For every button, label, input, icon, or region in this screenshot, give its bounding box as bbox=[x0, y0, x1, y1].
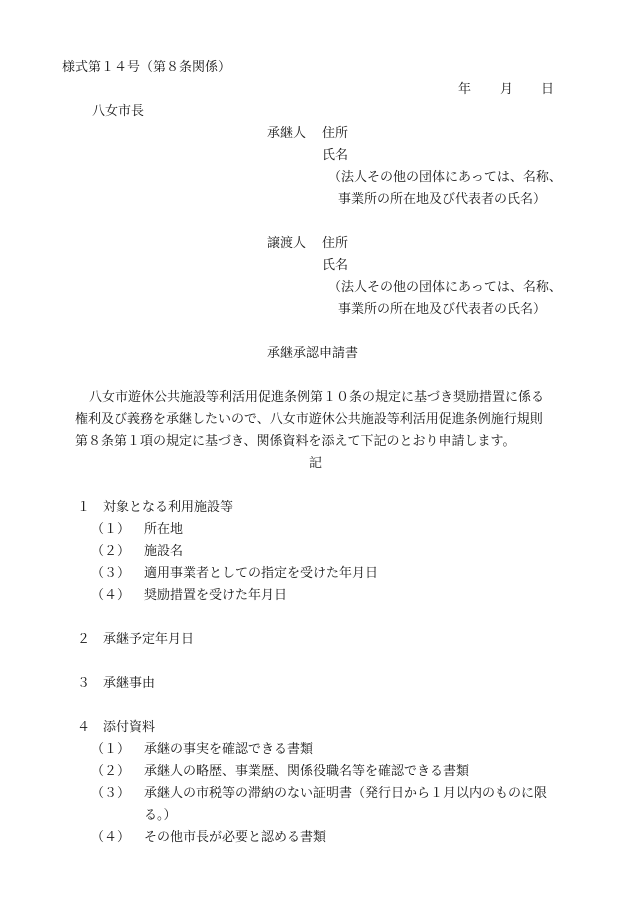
section-4-item-3-number: （３） bbox=[91, 786, 131, 801]
successor-note-line-2: 事業所の所在地及び代表者の氏名） bbox=[338, 192, 547, 207]
section-1-item-1-number: （１） bbox=[91, 522, 131, 537]
section-1-item-1-text: 所在地 bbox=[144, 522, 184, 537]
transferor-note-line-2: 事業所の所在地及び代表者の氏名） bbox=[338, 302, 547, 317]
body-line-3: 第８条第１項の規定に基づき、関係資料を添えて下記のとおり申請します。 bbox=[75, 434, 516, 449]
transferor-address-label: 住所 bbox=[322, 236, 349, 251]
section-1-item-4-text: 奨励措置を受けた年月日 bbox=[144, 588, 288, 603]
section-4-item-2-number: （２） bbox=[91, 764, 131, 779]
section-4-item-2-text: 承継人の略歴、事業歴、関係役職名等を確認できる書類 bbox=[144, 764, 470, 779]
transferor-name-label: 氏名 bbox=[322, 258, 349, 273]
section-1-item-4-number: （４） bbox=[91, 588, 131, 603]
date-day-label: 日 bbox=[541, 82, 555, 97]
section-4-item-4-text: その他市長が必要と認める書類 bbox=[144, 830, 327, 845]
section-1-item-3-text: 適用事業者としての指定を受けた年月日 bbox=[144, 566, 379, 581]
section-1-item-2-text: 施設名 bbox=[144, 544, 184, 559]
successor-role-label: 承継人 bbox=[267, 126, 307, 141]
section-4-title: 添付資料 bbox=[103, 720, 156, 735]
successor-name-label: 氏名 bbox=[322, 148, 349, 163]
section-4-item-1-number: （１） bbox=[91, 742, 131, 757]
form-number: 様式第１４号（第８条関係） bbox=[62, 60, 232, 75]
successor-note-line-1: （法人その他の団体にあっては、名称、 bbox=[328, 170, 562, 185]
section-3-number: ３ bbox=[77, 676, 91, 691]
date-month-label: 月 bbox=[500, 82, 514, 97]
successor-address-label: 住所 bbox=[322, 126, 349, 141]
section-4-item-1-text: 承継の事実を確認できる書類 bbox=[144, 742, 314, 757]
transferor-note-line-1: （法人その他の団体にあっては、名称、 bbox=[328, 280, 562, 295]
transferor-role-label: 譲渡人 bbox=[267, 236, 307, 251]
section-4-item-3-text: 承継人の市税等の滞納のない証明書（発行日から１月以内のものに限 bbox=[144, 786, 548, 801]
section-2-number: ２ bbox=[77, 632, 91, 647]
section-4-item-3-continuation: る。） bbox=[144, 808, 177, 823]
section-1-number: １ bbox=[77, 500, 91, 515]
section-2-title: 承継予定年月日 bbox=[103, 632, 195, 647]
section-1-item-3-number: （３） bbox=[91, 566, 131, 581]
date-year-label: 年 bbox=[458, 82, 472, 97]
section-1-item-2-number: （２） bbox=[91, 544, 131, 559]
section-4-item-4-number: （４） bbox=[91, 830, 131, 845]
body-line-2: 権利及び義務を承継したいので、八女市遊休公共施設等利活用促進条例施行規則 bbox=[75, 412, 543, 427]
addressee: 八女市長 bbox=[92, 104, 145, 119]
document-title: 承継承認申請書 bbox=[267, 346, 359, 361]
section-3-title: 承継事由 bbox=[103, 676, 156, 691]
section-4-number: ４ bbox=[77, 720, 91, 735]
body-line-1: 八女市遊休公共施設等利活用促進条例第１０条の規定に基づき奨励措置に係る bbox=[89, 390, 545, 405]
note-heading: 記 bbox=[309, 456, 323, 471]
section-1-title: 対象となる利用施設等 bbox=[103, 500, 234, 515]
